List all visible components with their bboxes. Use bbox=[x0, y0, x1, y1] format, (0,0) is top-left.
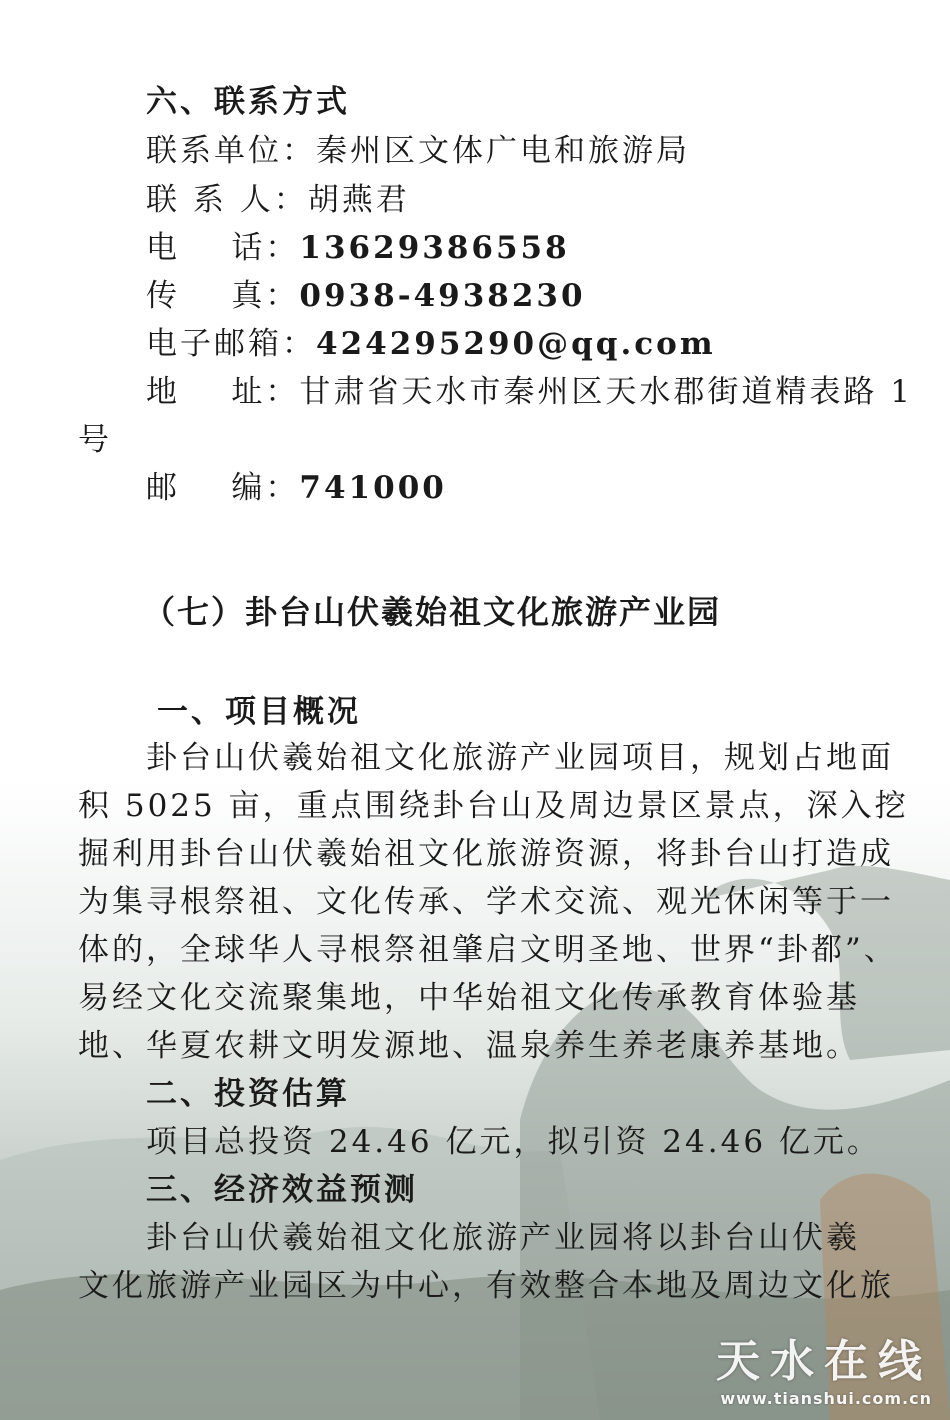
contact-unit-value: 秦州区文体广电和旅游局 bbox=[316, 133, 690, 169]
overview-line: 地、华夏农耕文明发源地、温泉养生养老康养基地。 bbox=[78, 1028, 860, 1064]
contact-unit-row bbox=[146, 131, 950, 171]
contact-phone-row bbox=[146, 228, 950, 268]
contact-phone-label: 电 话： bbox=[146, 230, 300, 266]
benefit-line: 卦台山伏羲始祖文化旅游产业园将以卦台山伏羲 bbox=[146, 1220, 860, 1256]
contact-zip-value: 741000 bbox=[299, 470, 447, 506]
contact-address-label: 地 址： bbox=[146, 374, 300, 410]
overview-line: 易经文化交流聚集地，中华始祖文化传承教育体验基 bbox=[78, 980, 860, 1016]
contact-fax-label: 传 真： bbox=[146, 278, 300, 314]
contact-email-value: 424295290@qq.com bbox=[316, 326, 716, 362]
contact-fax-value: 0938-4938230 bbox=[299, 278, 586, 314]
watermark-name: 天水在线 bbox=[716, 1336, 932, 1387]
watermark-url: www.tianshui.com.cn bbox=[720, 1389, 932, 1408]
contact-person-row bbox=[146, 180, 950, 220]
overview-line: 掘利用卦台山伏羲始祖文化旅游资源，将卦台山打造成 bbox=[78, 836, 894, 872]
benefit-heading: 三、经济效益预测 bbox=[146, 1172, 418, 1208]
contact-address-continuation: 号 bbox=[78, 422, 112, 458]
site-watermark bbox=[716, 1325, 932, 1408]
contact-person-label: 联 系 人： bbox=[146, 182, 308, 218]
contact-phone-value: 13629386558 bbox=[299, 230, 570, 266]
overview-line: 卦台山伏羲始祖文化旅游产业园项目，规划占地面 bbox=[146, 740, 894, 776]
overview-line: 体的，全球华人寻根祭祖肇启文明圣地、世界“卦都”、 bbox=[78, 932, 898, 968]
contact-person-value: 胡燕君 bbox=[307, 182, 410, 218]
overview-line: 积 5025 亩，重点围绕卦台山及周边景区景点，深入挖 bbox=[78, 788, 909, 824]
project-title: （七）卦台山伏羲始祖文化旅游产业园 bbox=[143, 593, 722, 631]
contact-address-value: 甘肃省天水市秦州区天水郡街道精表路 1 bbox=[299, 374, 913, 410]
contact-address-row bbox=[146, 372, 950, 412]
investment-heading: 二、投资估算 bbox=[146, 1076, 350, 1112]
overview-line: 为集寻根祭祖、文化传承、学术交流、观光休闲等于一 bbox=[78, 884, 894, 920]
contact-email-label: 电子邮箱： bbox=[146, 326, 316, 362]
investment-line: 项目总投资 24.46 亿元，拟引资 24.46 亿元。 bbox=[146, 1124, 881, 1160]
contact-unit-label: 联系单位： bbox=[146, 133, 316, 169]
contact-heading: 六、联系方式 bbox=[146, 84, 350, 120]
contact-zip-row bbox=[146, 468, 950, 508]
contact-fax-row bbox=[146, 276, 950, 316]
benefit-line: 文化旅游产业园区为中心，有效整合本地及周边文化旅 bbox=[78, 1268, 894, 1304]
overview-heading: 一、项目概况 bbox=[157, 694, 361, 730]
contact-email-row bbox=[146, 324, 950, 364]
contact-zip-label: 邮 编： bbox=[146, 470, 300, 506]
